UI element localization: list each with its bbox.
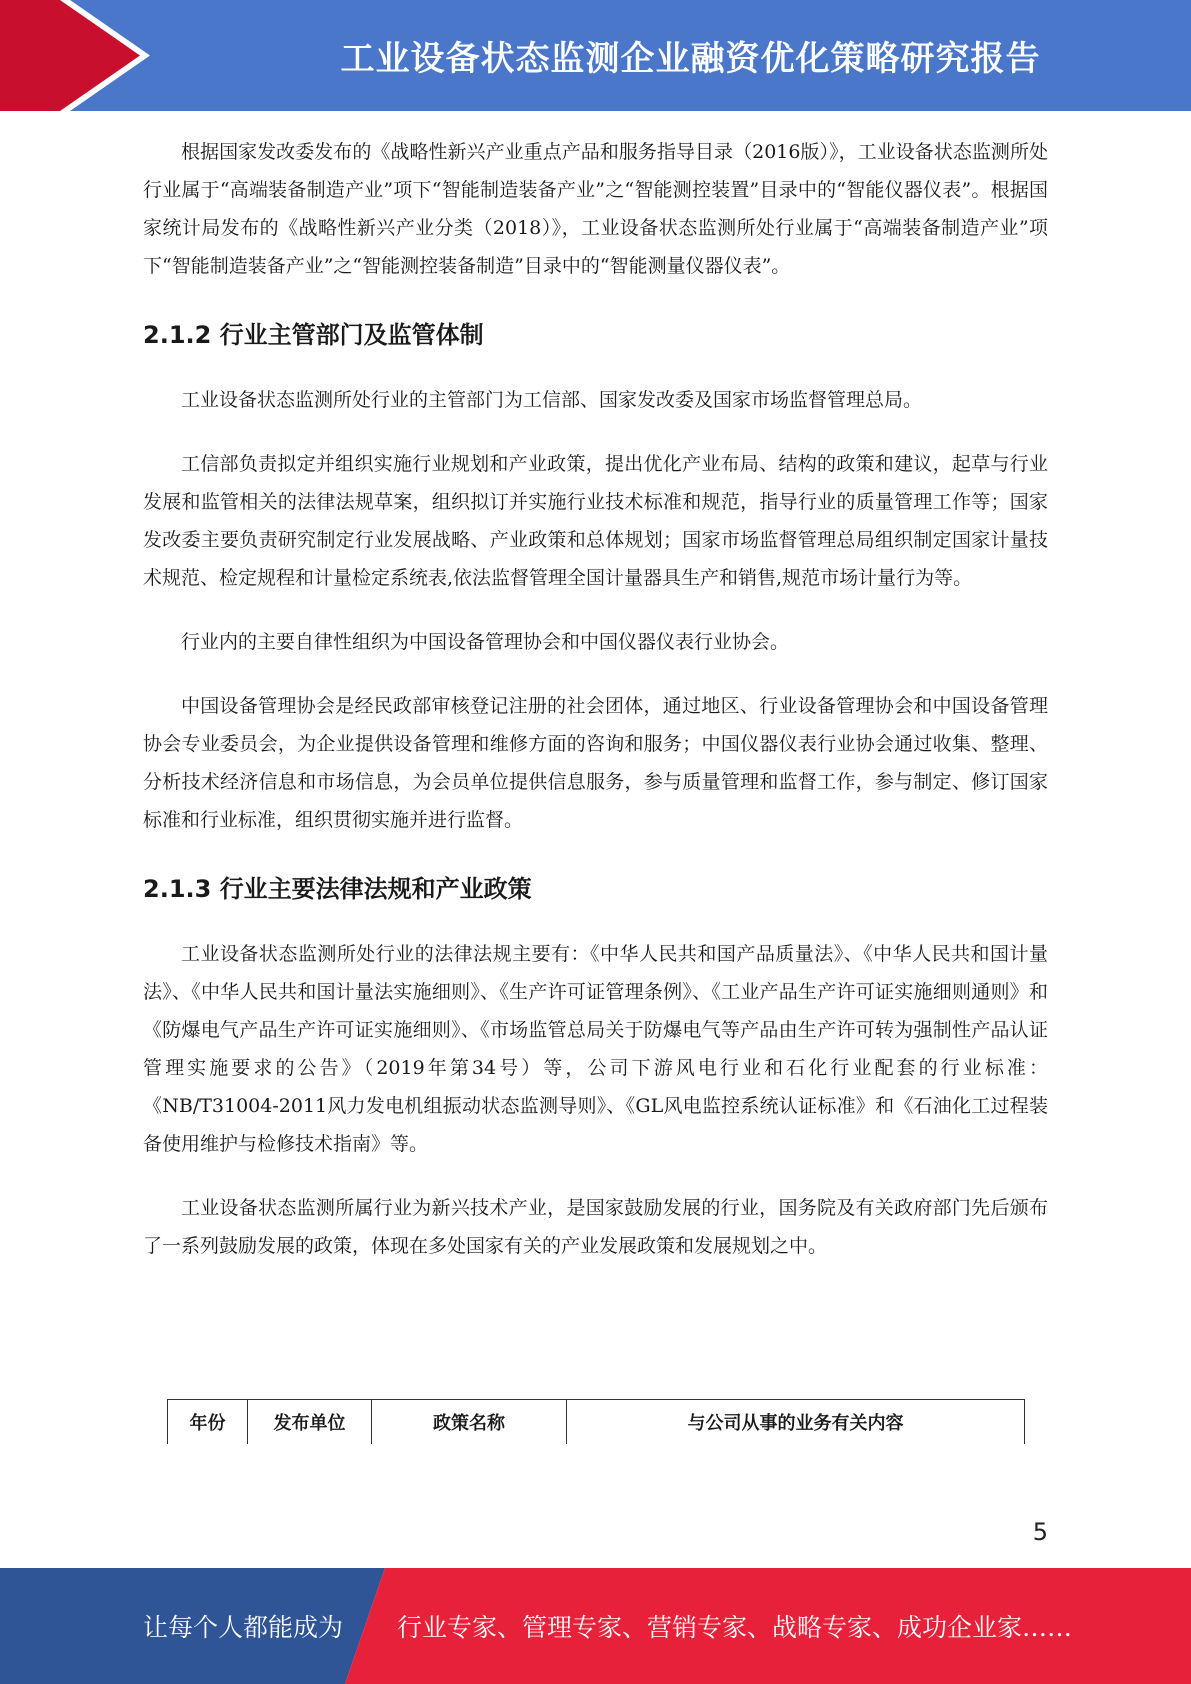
footer-slogan-left: 让每个人都能成为 [143,1613,344,1642]
page-footer [0,1568,1191,1684]
paragraph-authorities: 工业设备状态监测所处行业的主管部门为工信部、国家发改委及国家市场监督管理总局。 [181,389,923,411]
section-heading-2-1-3: 2.1.3 行业主要法律法规和产业政策 [143,875,532,903]
page-header [0,0,1191,111]
column-header-policy-name: 政策名称 [372,1400,567,1445]
section-heading-2-1-2: 2.1.2 行业主管部门及监管体制 [143,321,484,349]
column-header-issuer: 发布单位 [248,1400,372,1445]
paragraph-self-regulatory-orgs: 行业内的主要自律性组织为中国设备管理协会和中国仪器仪表行业协会。 [181,631,790,653]
paragraph-laws-regulations: 工业设备状态监测所处行业的法律法规主要有：《中华人民共和国产品质量法》、《中华人民共和国计量法》、《中华人民共和国计量法实施细则》、《生产许可证管理条例》、《工业产品生产许可证实施细则通则》和《防爆电气产品生产许可证实施细则》、《市场监管总局关于防爆电气等产品由生产许可转为强制性产品认证管理实施要求的公告》（2019年第34号）等，公司下游风电行业和石化行业配套的行业标准：《NB/T31004-2011风力发电机组振动状态监测导则》、《GL风电监控系统认证标准》和《石油化工过程装备使用维护与检修技术指南》等。 [143,943,1048,1155]
paragraph-association-roles: 中国设备管理协会是经民政部审核登记注册的社会团体，通过地区、行业设备管理协会和中国设备管理协会专业委员会，为企业提供设备管理和维修方面的咨询和服务；中国仪器仪表行业协会通过收集、整理、分析技术经济信息和市场信息，为会员单位提供信息服务，参与质量管理和监督工作，参与制定、修订国家标准和行业标准，组织贯彻实施并进行监督。 [143,695,1048,831]
header-arrow-graphic [0,0,160,111]
paragraph-industry-classification: 根据国家发改委发布的《战略性新兴产业重点产品和服务指导目录（2016版）》，工业设备状态监测所处行业属于“高端装备制造产业”项下“智能制造装备产业”之“智能测控装置”目录中的“智能仪器仪表”。根据国家统计局发布的《战略性新兴产业分类（2018）》，工业设备状态监测所处行业属于“高端装备制造产业”项下“智能制造装备产业”之“智能测控装备制造”目录中的“智能测量仪器仪表”。 [143,141,1048,277]
page-number: 5 [1032,1518,1048,1546]
table-header-row [168,1400,1025,1445]
report-title: 工业设备状态监测企业融资优化策略研究报告 [340,39,1041,79]
column-header-year: 年份 [168,1400,248,1445]
document-body [143,133,1048,1265]
paragraph-industry-policy: 工业设备状态监测所属行业为新兴技术产业，是国家鼓励发展的行业，国务院及有关政府部门先后颁布了一系列鼓励发展的政策，体现在多处国家有关的产业发展政策和发展规划之中。 [143,1197,1048,1257]
column-header-related-content: 与公司从事的业务有关内容 [567,1400,1025,1445]
paragraph-authority-duties: 工信部负责拟定并组织实施行业规划和产业政策，提出优化产业布局、结构的政策和建议，起草与行业发展和监管相关的法律法规草案，组织拟订并实施行业技术标准和规范，指导行业的质量管理工作等；国家发改委主要负责研究制定行业发展战略、产业政策和总体规划；国家市场监督管理总局组织制定国家计量技术规范、检定规程和计量检定系统表,依法监督管理全国计量器具生产和销售,规范市场计量行为等。 [143,453,1048,589]
policy-table [167,1399,1025,1444]
footer-slogan-right: 行业专家、管理专家、营销专家、战略专家、成功企业家…… [397,1613,1073,1642]
